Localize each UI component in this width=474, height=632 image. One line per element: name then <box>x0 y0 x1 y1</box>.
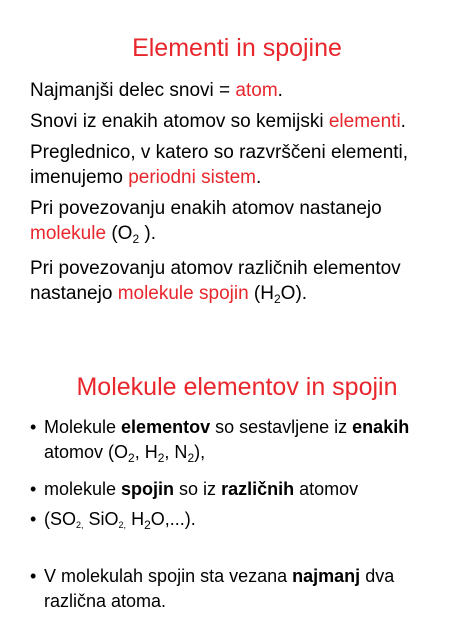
bullet1-text-a: Molekule <box>44 417 122 437</box>
bullet3-sub1: 2, <box>76 520 84 530</box>
bullet1-sub3: 2 <box>187 451 195 465</box>
paragraph-periodic-table-row1: Preglednico, v katero so razvrščeni elementi, <box>30 142 409 163</box>
paragraph-periodic-table-text: imenujemo <box>30 167 129 188</box>
bullet1-row2-a: atomov (O <box>44 442 129 462</box>
bullet4-text-c: dva <box>360 566 395 586</box>
paragraph-periodic-table-end: . <box>256 167 262 188</box>
formula-h2o-open: (H <box>248 283 274 304</box>
bullet1-row2-b: , H <box>134 442 158 462</box>
paragraph-compound-molecules-text: nastanejo <box>30 283 118 304</box>
term-molekule: molekule <box>30 223 107 244</box>
formula-h2o-close: O). <box>280 283 308 304</box>
bullet3-sub2: 2, <box>118 520 127 530</box>
term-atom: atom <box>235 80 278 101</box>
bullet1-sub2: 2 <box>157 451 165 465</box>
paragraph-compound-molecules-row1: Pri povezovanju atomov različnih elementov <box>30 258 401 279</box>
bullet2-text-a: molekule <box>44 479 122 499</box>
bullet4-bold-najmanj: najmanj <box>292 566 361 586</box>
bullet1-text-c: so sestavljene iz <box>210 417 353 437</box>
bullet4-row2: različna atoma. <box>44 591 167 611</box>
formula-o2-sub: 2 <box>132 232 140 246</box>
bullet2-bold-razlicnih: različnih <box>221 479 295 499</box>
formula-h2o-sub: 2 <box>273 292 281 306</box>
bullet2-bold-spojin: spojin <box>121 479 175 499</box>
bullet4-text-a: V molekulah spojin sta vezana <box>44 566 293 586</box>
paragraph-atom-end: . <box>277 80 283 101</box>
paragraph-compound-molecules <box>30 256 460 306</box>
bullet1-row2-d: ), <box>194 442 206 462</box>
formula-o2-close: ). <box>139 223 157 244</box>
bullet3-text-c: H <box>126 509 145 529</box>
bullet1-sub1: 2 <box>128 451 135 465</box>
paragraph-atom <box>30 78 460 103</box>
bullet-dot-icon: • <box>30 509 37 529</box>
paragraph-periodic-table <box>30 140 460 190</box>
bullet-dot-icon: • <box>30 479 37 499</box>
bullet3-text-a: (SO <box>44 509 77 529</box>
bullet3-sub3: 2 <box>144 518 151 532</box>
bullet2-text-d: atomov <box>294 479 359 499</box>
bullet1-bold-enakih: enakih <box>352 417 410 437</box>
bullet-dot-icon: • <box>30 566 37 586</box>
term-elementi: elementi <box>328 111 401 132</box>
paragraph-atom-text: Najmanjši delec snovi = <box>30 80 236 101</box>
bullet1-row2-c: , N <box>164 442 188 462</box>
paragraph-elements-end: . <box>400 111 406 132</box>
bullet3-text-d: O,...). <box>150 509 196 529</box>
bullet-dot-icon: • <box>30 417 37 437</box>
formula-o2-open: (O <box>106 223 133 244</box>
term-molekule-spojin: molekule spojin <box>117 283 249 304</box>
paragraph-elements <box>30 109 460 134</box>
paragraph-molecules <box>30 196 460 246</box>
bullet3-text-b: SiO <box>83 509 119 529</box>
section1-title: Elementi in spojine <box>132 34 342 62</box>
paragraph-elements-text: Snovi iz enakih atomov so kemijski <box>30 111 329 132</box>
bullet1-bold-elementov: elementov <box>121 417 211 437</box>
bullet2-text-c: so iz <box>174 479 222 499</box>
paragraph-molecules-row1: Pri povezovanju enakih atomov nastanejo <box>30 198 382 219</box>
section2-title: Molekule elementov in spojin <box>76 373 398 401</box>
term-periodni-sistem: periodni sistem <box>128 167 256 188</box>
